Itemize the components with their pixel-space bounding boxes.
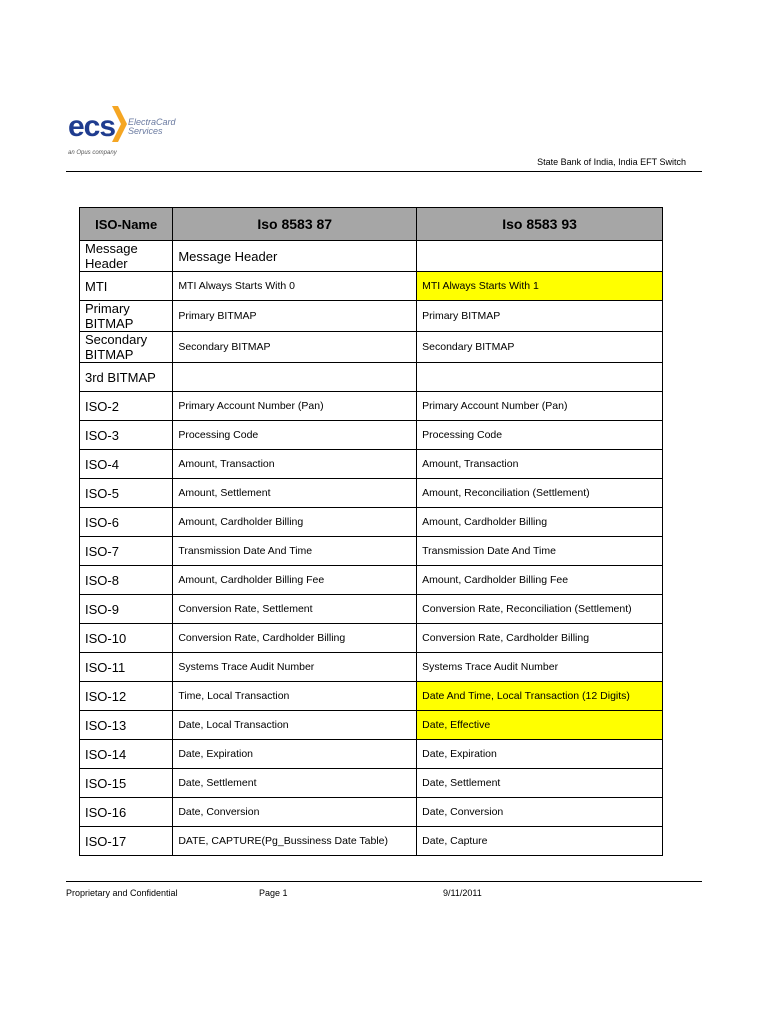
iso-93-cell: Secondary BITMAP: [417, 332, 663, 363]
iso-87-cell: MTI Always Starts With 0: [173, 272, 417, 301]
iso-87-cell: Date, Settlement: [173, 769, 417, 798]
footer-divider: [66, 881, 702, 882]
iso-name-cell: 3rd BITMAP: [80, 363, 173, 392]
table-row: [80, 827, 663, 856]
table-row: [80, 421, 663, 450]
iso-name-cell: ISO-2: [80, 392, 173, 421]
iso-name-cell: ISO-7: [80, 537, 173, 566]
iso-93-cell: Primary BITMAP: [417, 301, 663, 332]
table-row: [80, 272, 663, 301]
iso-93-cell: Date, Expiration: [417, 740, 663, 769]
table-row: [80, 682, 663, 711]
iso-name-cell: ISO-13: [80, 711, 173, 740]
column-header-iso-93: Iso 8583 93: [417, 208, 663, 241]
iso-87-cell: DATE, CAPTURE(Pg_Bussiness Date Table): [173, 827, 417, 856]
iso-87-cell: Date, Local Transaction: [173, 711, 417, 740]
iso-name-cell: Secondary BITMAP: [80, 332, 173, 363]
iso-name-cell: Primary BITMAP: [80, 301, 173, 332]
table-row: [80, 566, 663, 595]
logo-company-name: ElectraCard Services: [128, 117, 176, 136]
iso-name-cell: ISO-9: [80, 595, 173, 624]
table-row: [80, 624, 663, 653]
iso-name-cell: ISO-15: [80, 769, 173, 798]
iso-name-cell: ISO-12: [80, 682, 173, 711]
table-row: [80, 740, 663, 769]
table-row: [80, 479, 663, 508]
iso-93-cell: [417, 241, 663, 272]
table-row: [80, 711, 663, 740]
table-row: [80, 450, 663, 479]
iso-87-cell: Amount, Settlement: [173, 479, 417, 508]
iso-87-cell: [173, 363, 417, 392]
iso-93-cell: Date, Conversion: [417, 798, 663, 827]
iso-93-cell: [417, 363, 663, 392]
logo-tagline: an Opus company: [68, 150, 117, 156]
logo-chevron-icon: [112, 104, 128, 144]
iso-name-cell: ISO-3: [80, 421, 173, 450]
table-row: [80, 537, 663, 566]
iso-87-cell: Amount, Cardholder Billing Fee: [173, 566, 417, 595]
iso-93-cell: Date And Time, Local Transaction (12 Digits): [417, 682, 663, 711]
iso-87-cell: Date, Expiration: [173, 740, 417, 769]
iso-name-cell: ISO-16: [80, 798, 173, 827]
company-logo: [68, 104, 178, 164]
column-header-iso-name: ISO-Name: [80, 208, 173, 241]
table-row: [80, 363, 663, 392]
iso-87-cell: Primary Account Number (Pan): [173, 392, 417, 421]
table-row: [80, 392, 663, 421]
iso-87-cell: Primary BITMAP: [173, 301, 417, 332]
iso-name-cell: ISO-17: [80, 827, 173, 856]
iso-93-cell: Conversion Rate, Cardholder Billing: [417, 624, 663, 653]
iso-87-cell: Conversion Rate, Cardholder Billing: [173, 624, 417, 653]
iso-87-cell: Date, Conversion: [173, 798, 417, 827]
iso-87-cell: Amount, Transaction: [173, 450, 417, 479]
table-row: [80, 332, 663, 363]
iso-name-cell: ISO-6: [80, 508, 173, 537]
iso-87-cell: Processing Code: [173, 421, 417, 450]
iso-93-cell: Amount, Cardholder Billing Fee: [417, 566, 663, 595]
table-row: [80, 241, 663, 272]
table-header-row: [80, 208, 663, 241]
iso-name-cell: ISO-11: [80, 653, 173, 682]
iso-87-cell: Amount, Cardholder Billing: [173, 508, 417, 537]
table-row: [80, 595, 663, 624]
iso-87-cell: Message Header: [173, 241, 417, 272]
table-row: [80, 301, 663, 332]
footer-date: 9/11/2011: [443, 888, 482, 898]
column-header-iso-87: Iso 8583 87: [173, 208, 417, 241]
iso-name-cell: MTI: [80, 272, 173, 301]
iso-93-cell: Primary Account Number (Pan): [417, 392, 663, 421]
iso-87-cell: Conversion Rate, Settlement: [173, 595, 417, 624]
iso-name-cell: ISO-14: [80, 740, 173, 769]
table-row: [80, 508, 663, 537]
iso-93-cell: Amount, Reconciliation (Settlement): [417, 479, 663, 508]
table-row: [80, 798, 663, 827]
iso-name-cell: ISO-5: [80, 479, 173, 508]
footer-page-number: Page 1: [259, 888, 288, 898]
iso-comparison-table: [79, 207, 663, 856]
iso-93-cell: Date, Capture: [417, 827, 663, 856]
iso-93-cell: Conversion Rate, Reconciliation (Settlement): [417, 595, 663, 624]
iso-93-cell: Transmission Date And Time: [417, 537, 663, 566]
iso-name-cell: ISO-10: [80, 624, 173, 653]
iso-name-cell: ISO-8: [80, 566, 173, 595]
iso-name-cell: Message Header: [80, 241, 173, 272]
iso-93-cell: Date, Settlement: [417, 769, 663, 798]
iso-name-cell: ISO-4: [80, 450, 173, 479]
iso-93-cell: Amount, Transaction: [417, 450, 663, 479]
document-header-title: State Bank of India, India EFT Switch: [537, 157, 686, 167]
iso-93-cell: Amount, Cardholder Billing: [417, 508, 663, 537]
iso-93-cell: Date, Effective: [417, 711, 663, 740]
iso-87-cell: Secondary BITMAP: [173, 332, 417, 363]
iso-93-cell: MTI Always Starts With 1: [417, 272, 663, 301]
header-divider: [66, 171, 702, 172]
table-row: [80, 653, 663, 682]
iso-93-cell: Systems Trace Audit Number: [417, 653, 663, 682]
iso-87-cell: Systems Trace Audit Number: [173, 653, 417, 682]
iso-87-cell: Time, Local Transaction: [173, 682, 417, 711]
footer-confidential: Proprietary and Confidential: [66, 888, 178, 898]
iso-93-cell: Processing Code: [417, 421, 663, 450]
logo-wordmark: ecs: [68, 110, 116, 143]
table-row: [80, 769, 663, 798]
iso-87-cell: Transmission Date And Time: [173, 537, 417, 566]
